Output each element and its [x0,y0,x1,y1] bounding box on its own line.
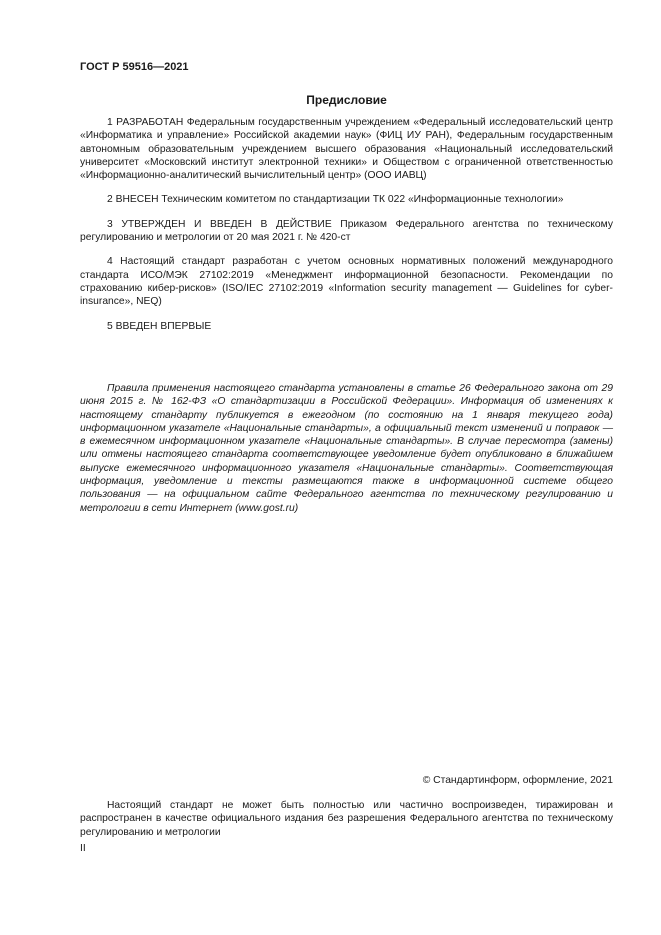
reproduction-notice: Настоящий стандарт не может быть полностью или частично воспроизведен, тиражирован и распространен в качестве официального издания без разрешения Федерального агентства по техническому регулированию и метрологии [80,800,613,838]
paragraph-first-introduced: 5 ВВЕДЕН ВПЕРВЫЕ [107,320,212,332]
paragraph-developed-by: 1 РАЗРАБОТАН Федеральным государственным учреждением «Федеральный исследовательский центр «Информатика и управление» Российской академии наук» (ФИЦ ИУ РАН), Федеральным государственным автономным образовательным учреждением высшего образования «Национальный исследовательский университет «Московский институт электронной техники» и Обществом с ограниченной ответственностью «Информационно-аналитический вычислительный центр» (ООО ИАВЦ) [80,117,613,182]
page-title: Предисловие [306,93,387,107]
standard-code: ГОСТ Р 59516—2021 [80,61,189,73]
page-number: II [80,843,86,854]
application-rules-note: Правила применения настоящего стандарта установлены в статье 26 Федерального закона от 29 июня 2015 г. № 162-ФЗ «О стандартизации в Российской Федерации». Информация об изменениях к настоящему стандарту публикуется в ежегодном (по состоянию на 1 января текущего года) информационном указателе «Национальные стандарты», а официальный текст изменений и поправок — в ежемесячном информационном указателе «Национальные стандарты». В случае пересмотра (замены) или отмены настоящего стандарта соответствующее уведомление будет опубликовано в ближайшем выпуске ежемесячного информационного указателя «Национальные стандарты». Соответствующая информация, уведомление и тексты размещаются также в информационной системе общего пользования — на официальном сайте Федерального агентства по техническому регулированию и метрологии в сети Интернет (www.gost.ru) [80,383,613,514]
paragraph-submitted-by: 2 ВНЕСЕН Техническим комитетом по стандартизации ТК 022 «Информационные технологии» [107,194,564,206]
paragraph-approved: 3 УТВЕРЖДЕН И ВВЕДЕН В ДЕЙСТВИЕ Приказом Федерального агентства по техническому регулированию и метрологии от 20 мая 2021 г. № 420-ст [80,218,613,244]
foreword-body [80,116,613,344]
paragraph-international-basis: 4 Настоящий стандарт разработан с учетом основных нормативных положений международного стандарта ИСО/МЭК 27102:2019 «Менеджмент информационной безопасности. Рекомендации по страхованию кибер-рисков» (ISO/IEC 27102:2019 «Information security management — Guidelines for cyber-insurance», NEQ) [80,256,613,308]
copyright-line: © Стандартинформ, оформление, 2021 [422,775,613,786]
